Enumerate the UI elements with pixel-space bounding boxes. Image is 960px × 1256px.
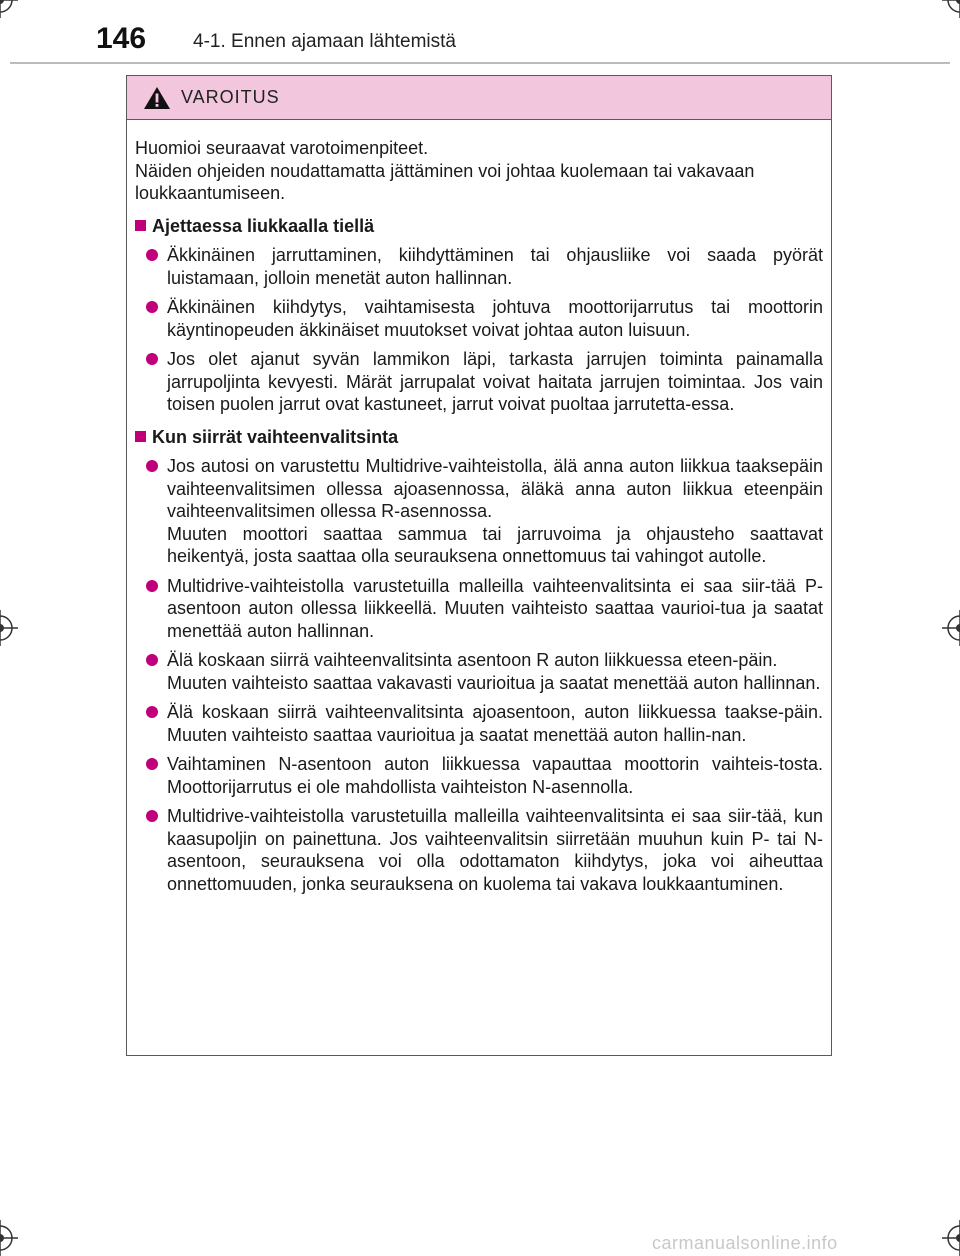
round-bullet-icon <box>146 758 158 770</box>
warning-box <box>126 75 832 1056</box>
warning-intro <box>135 137 823 205</box>
square-bullet-icon <box>135 431 146 442</box>
list-item <box>135 753 823 798</box>
list-item-text: Jos olet ajanut syvän lammikon läpi, tarkasta jarrujen toiminta painamalla jarrupoljinta kevyesti. Märät jarrupalat voivat haitata jarrujen toimintaa. Jos vain toisen puolen jarrut ovat kastuneet, jarrut voivat puoltaa jarrutetta-essa. <box>167 349 823 414</box>
round-bullet-icon <box>146 301 158 313</box>
round-bullet-icon <box>146 353 158 365</box>
list-item-text: Äkkinäinen jarruttaminen, kiihdyttäminen tai ohjausliike voi saada pyörät luistamaan, jolloin menetät auton hallinnan. <box>167 245 823 288</box>
registration-mark-icon <box>942 0 960 18</box>
list-item <box>135 348 823 416</box>
registration-mark-icon <box>942 1220 960 1256</box>
registration-mark-icon <box>0 1220 18 1256</box>
square-bullet-icon <box>135 220 146 231</box>
list-item-text: Jos autosi on varustettu Multidrive-vaihteistolla, älä anna auton liikkua taaksepäin vaihteenvalitsimen ollessa ajoasennossa, äläkä anna auton liikkua eteenpäin vaihteenvalitsimen ollessa R-asennossa. <box>167 456 823 521</box>
round-bullet-icon <box>146 460 158 472</box>
round-bullet-icon <box>146 654 158 666</box>
list-item <box>135 455 823 568</box>
registration-mark-icon <box>942 610 960 646</box>
list-item-text: Multidrive-vaihteistolla varustetuilla malleilla vaihteenvalitsinta ei saa siir-tää, kun kaasupoljin on painettuna. Jos vaihteenvalitsin siirretään muuhun kuin P- tai N-asentoon, seurauksena voi olla odottamaton kiihdytys, joka voi aiheuttaa onnettomuuden, jonka seurauksena on kuolema tai vakava loukkaantuminen. <box>167 806 823 894</box>
round-bullet-icon <box>146 580 158 592</box>
section-heading <box>135 215 823 238</box>
warning-title: VAROITUS <box>181 87 280 107</box>
list-item-text: Vaihtaminen N-asentoon auton liikkuessa vapauttaa moottorin vaihteis-tosta. Moottorijarrutus ei ole mahdollista vaihteiston N-asennolla. <box>167 754 823 797</box>
list-item-text: Multidrive-vaihteistolla varustetuilla malleilla vaihteenvalitsinta ei saa siir-tää P-asentoon auton ollessa liikkeellä. Muuten vaihteisto saattaa vaurioi-tua ja saatat menettää auton hallinnan. <box>167 575 823 641</box>
list-item <box>135 805 823 895</box>
list-item-text: Muuten moottori saattaa sammua tai jarruvoima ja ohjausteho saattavat heikentyä, josta saattaa olla seurauksena onnettomuus tai vahingot autolle. <box>167 523 823 566</box>
list-item <box>135 244 823 289</box>
round-bullet-icon <box>146 810 158 822</box>
registration-mark-icon <box>0 0 18 18</box>
section-heading <box>135 426 823 449</box>
list-item <box>135 701 823 746</box>
list-item-text: Älä koskaan siirrä vaihteenvalitsinta ajoasentoon, auton liikkuessa taakse-päin. Muuten vaihteisto saattaa vaurioitua ja saatat menettää auton hallin-nan. <box>167 702 823 745</box>
section-heading-text: Ajettaessa liukkaalla tiellä <box>152 215 375 236</box>
intro-line: Huomioi seuraavat varotoimenpiteet. <box>135 138 429 158</box>
list-item <box>135 296 823 341</box>
round-bullet-icon <box>146 706 158 718</box>
warning-header <box>127 76 831 120</box>
list-item-text: Äkkinäinen kiihdytys, vaihtamisesta johtuva moottorijarrutus tai moottorin käyntinopeuden äkkinäiset muutokset voivat johtaa auton luisuun. <box>167 297 823 340</box>
warning-triangle-icon <box>143 86 171 110</box>
list-item <box>135 649 823 694</box>
header-divider <box>10 62 950 64</box>
registration-mark-icon <box>0 610 18 646</box>
section-heading-text: Kun siirrät vaihteenvalitsinta <box>152 426 399 447</box>
list-item-text: Muuten vaihteisto saattaa vakavasti vaurioitua ja saatat menettää auton hallinnan. <box>167 672 821 693</box>
page-number: 146 <box>96 22 147 55</box>
warning-body <box>127 120 831 895</box>
list-item <box>135 575 823 643</box>
round-bullet-icon <box>146 249 158 261</box>
section-title: 4-1. Ennen ajamaan lähtemistä <box>193 31 456 52</box>
intro-line: Näiden ohjeiden noudattamatta jättäminen voi johtaa kuolemaan tai vakavaan loukkaantumiseen. <box>135 160 755 203</box>
list-item-text: Älä koskaan siirrä vaihteenvalitsinta asentoon R auton liikkuessa eteen-päin. <box>167 650 778 670</box>
watermark-link[interactable]: carmanualsonline.info <box>652 1233 838 1253</box>
